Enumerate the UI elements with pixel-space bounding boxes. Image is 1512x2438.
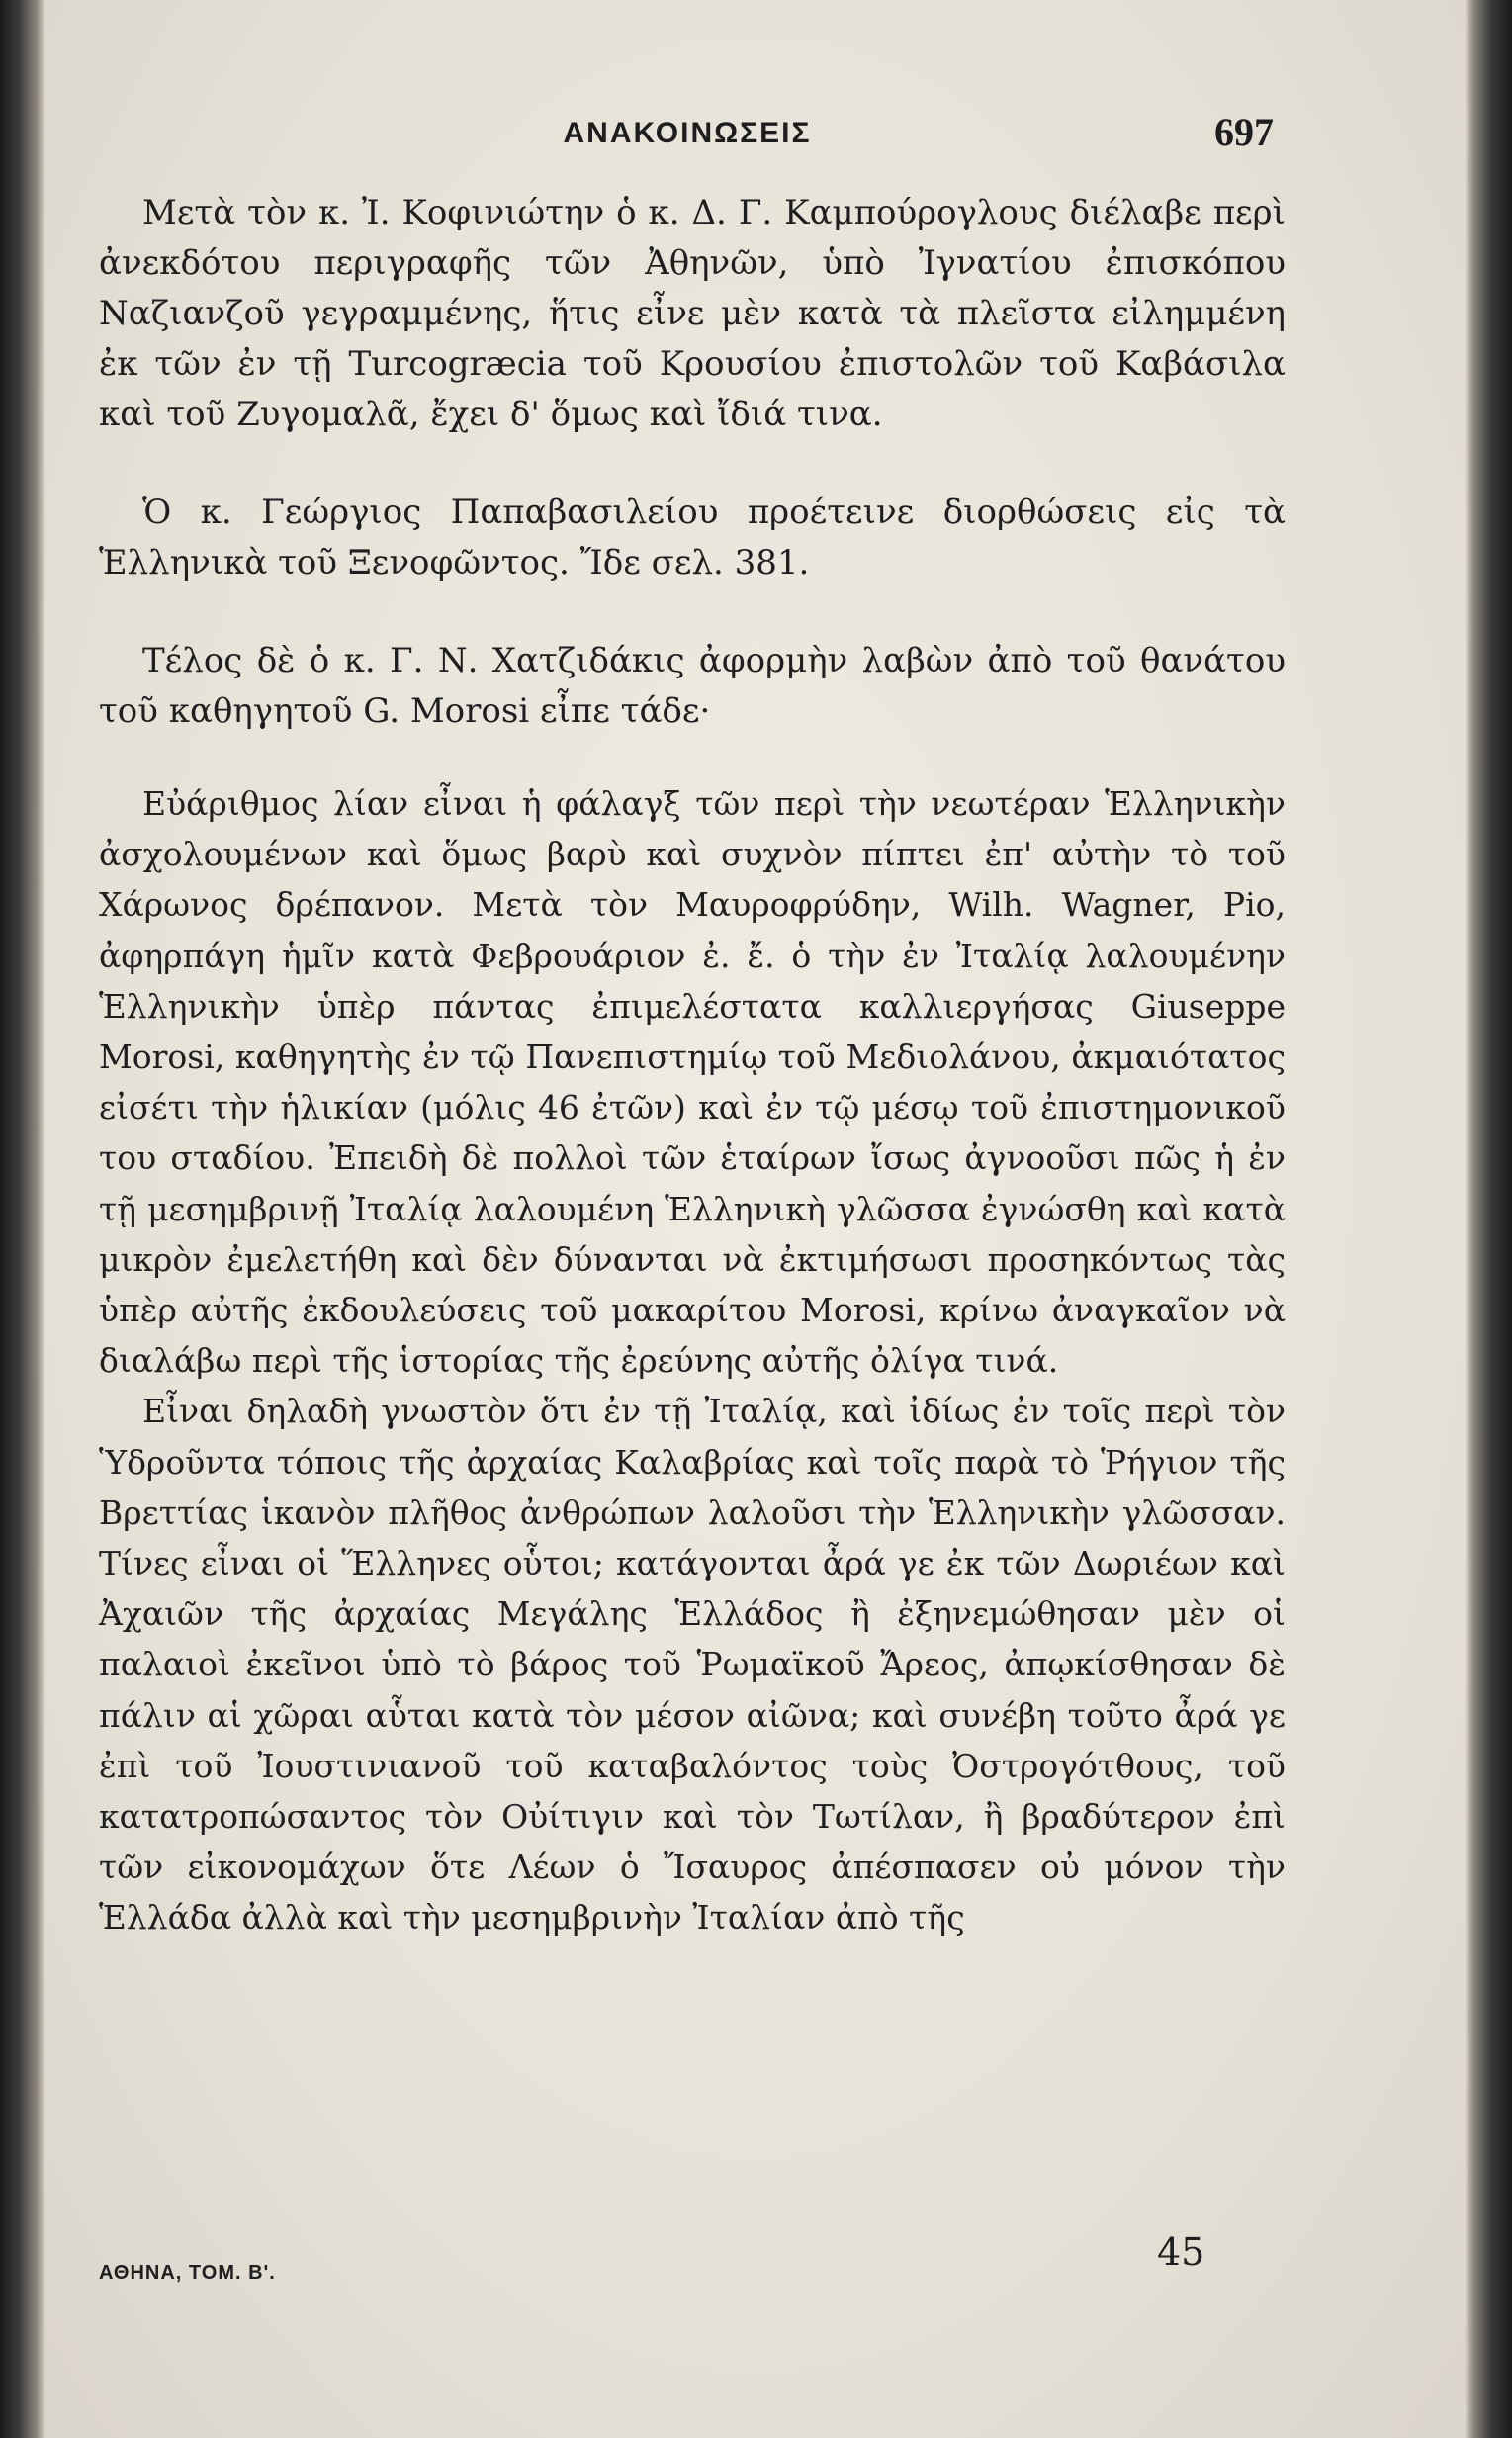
paragraph-papavasileiou: Ὁ κ. Γεώργιος Παπαβασιλείου προέτεινε διορθώσεις εἰς τὰ Ἑλληνικὰ τοῦ Ξενοφῶντος. Ἴδε σελ. 381.	[99, 493, 1286, 583]
paragraph-chatzidakis-intro: Τέλος δὲ ὁ κ. Γ. Ν. Χατζιδάκις ἀφορμὴν λαβὼν ἀπὸ τοῦ θανάτου τοῦ καθηγητοῦ G. Morosi εἶπε τάδε·	[99, 641, 1286, 731]
page-edge-left	[0, 0, 45, 2438]
body-text	[99, 188, 1286, 1943]
paragraph-italian-greeks: Εἶναι δηλαδὴ γνωστὸν ὅτι ἐν τῇ Ἰταλίᾳ, καὶ ἰδίως ἐν τοῖς περὶ τὸν Ὑδροῦντα τόποις τῆς ἀρχαίας Καλαβρίας καὶ τοῖς παρὰ τὸ Ῥήγιον τῆς Βρεττίας ἱκανὸν πλῆθος ἀνθρώπων λαλοῦσι τὴν Ἑλληνικὴν γλῶσσαν. Τίνες εἶναι οἱ Ἕλληνες οὗτοι; κατάγονται ἆρά γε ἐκ τῶν Δωριέων καὶ Ἀχαιῶν τῆς ἀρχαίας Μεγάλης Ἑλλάδος ἢ ἐξηνεμώθησαν μὲν οἱ παλαιοὶ ἐκεῖνοι ὑπὸ τὸ βάρος τοῦ Ῥωμαϊκοῦ Ἄρεος, ἀπῳκίσθησαν δὲ πάλιν αἱ χῶραι αὗται κατὰ τὸν μέσον αἰῶνα; καὶ συνέβη τοῦτο ἆρά γε ἐπὶ τοῦ Ἰουστινιανοῦ τοῦ καταβαλόντος τοὺς Ὀστρογότθους, τοῦ κατατροπώσαντος τὸν Οὐίτιγιν καὶ τὸν Τωτίλαν, ἢ βραδύτερον ἐπὶ τῶν εἰκονομάχων ὅτε Λέων ὁ Ἴσαυρος ἀπέσπασεν οὐ μόνον τὴν Ἑλλάδα ἀλλὰ καὶ τὴν μεσημβρινὴν Ἰταλίαν ἀπὸ τῆς	[99, 1392, 1286, 1938]
page-edge-right	[1465, 0, 1512, 2438]
paragraph-morosi-obituary: Εὐάριθμος λίαν εἶναι ἡ φάλαγξ τῶν περὶ τὴν νεωτέραν Ἑλληνικὴν ἀσχολουμένων καὶ ὅμως βαρὺ καὶ συχνὸν πίπτει ἐπ' αὐτὴν τὸ τοῦ Χάρωνος δρέπανον. Μετὰ τὸν Μαυροφρύδην, Wilh. Wagner, Pio, ἀφηρπάγη ἡμῖν κατὰ Φεβρουάριον ἐ. ἔ. ὁ τὴν ἐν Ἰταλίᾳ λαλουμένην Ἑλληνικὴν ὑπὲρ πάντας ἐπιμελέστατα καλλιεργήσας Giuseppe Morosi, καθηγητὴς ἐν τῷ Πανεπιστημίῳ τοῦ Μεδιολάνου, ἀκμαιότατος εἰσέτι τὴν ἡλικίαν (μόλις 46 ἐτῶν) καὶ ἐν τῷ μέσῳ τοῦ ἐπιστημονικοῦ του σταδίου. Ἐπειδὴ δὲ πολλοὶ τῶν ἑταίρων ἴσως ἀγνοοῦσι πῶς ἡ ἐν τῇ μεσημβρινῇ Ἰταλίᾳ λαλουμένη Ἑλληνικὴ γλῶσσα ἐγνώσθη καὶ κατὰ μικρὸν ἐμελετήθη καὶ δὲν δύνανται νὰ ἐκτιμήσωσι προσηκόντως τὰς ὑπὲρ αὐτῆς ἐκδουλεύσεις τοῦ μακαρίτου Morosi, κρίνω ἀναγκαῖον νὰ διαλάβω περὶ τῆς ἱστορίας τῆς ἐρεύνης αὐτῆς ὀλίγα τινά.	[99, 784, 1286, 1381]
signature-mark: 45	[1157, 2230, 1205, 2274]
paragraph-kampouroglous: Μετὰ τὸν κ. Ἰ. Κοφινιώτην ὁ κ. Δ. Γ. Καμπούρογλους διέλαβε περὶ ἀνεκδότου περιγραφῆς τῶν Ἀθηνῶν, ὑπὸ Ἰγνατίου ἐπισκόπου Ναζιανζοῦ γεγραμμένης, ἥτις εἶνε μὲν κατὰ τὰ πλεῖστα εἰλημμένη ἐκ τῶν ἐν τῇ Turcogræcia τοῦ Κρουσίου ἐπιστολῶν τοῦ Καβάσιλα καὶ τοῦ Ζυγομαλᾶ, ἔχει δ' ὅμως καὶ ἴδιά τινα.	[99, 193, 1286, 434]
page-number: 697	[1214, 110, 1274, 154]
page-footer	[99, 2230, 1286, 2290]
page-header	[99, 109, 1276, 168]
running-title: ΑΝΑΚΟΙΝΩΣΕΙΣ	[563, 117, 812, 149]
journal-mark: ΑΘΗΝΑ, ΤΟΜ. Β'.	[99, 2262, 276, 2284]
